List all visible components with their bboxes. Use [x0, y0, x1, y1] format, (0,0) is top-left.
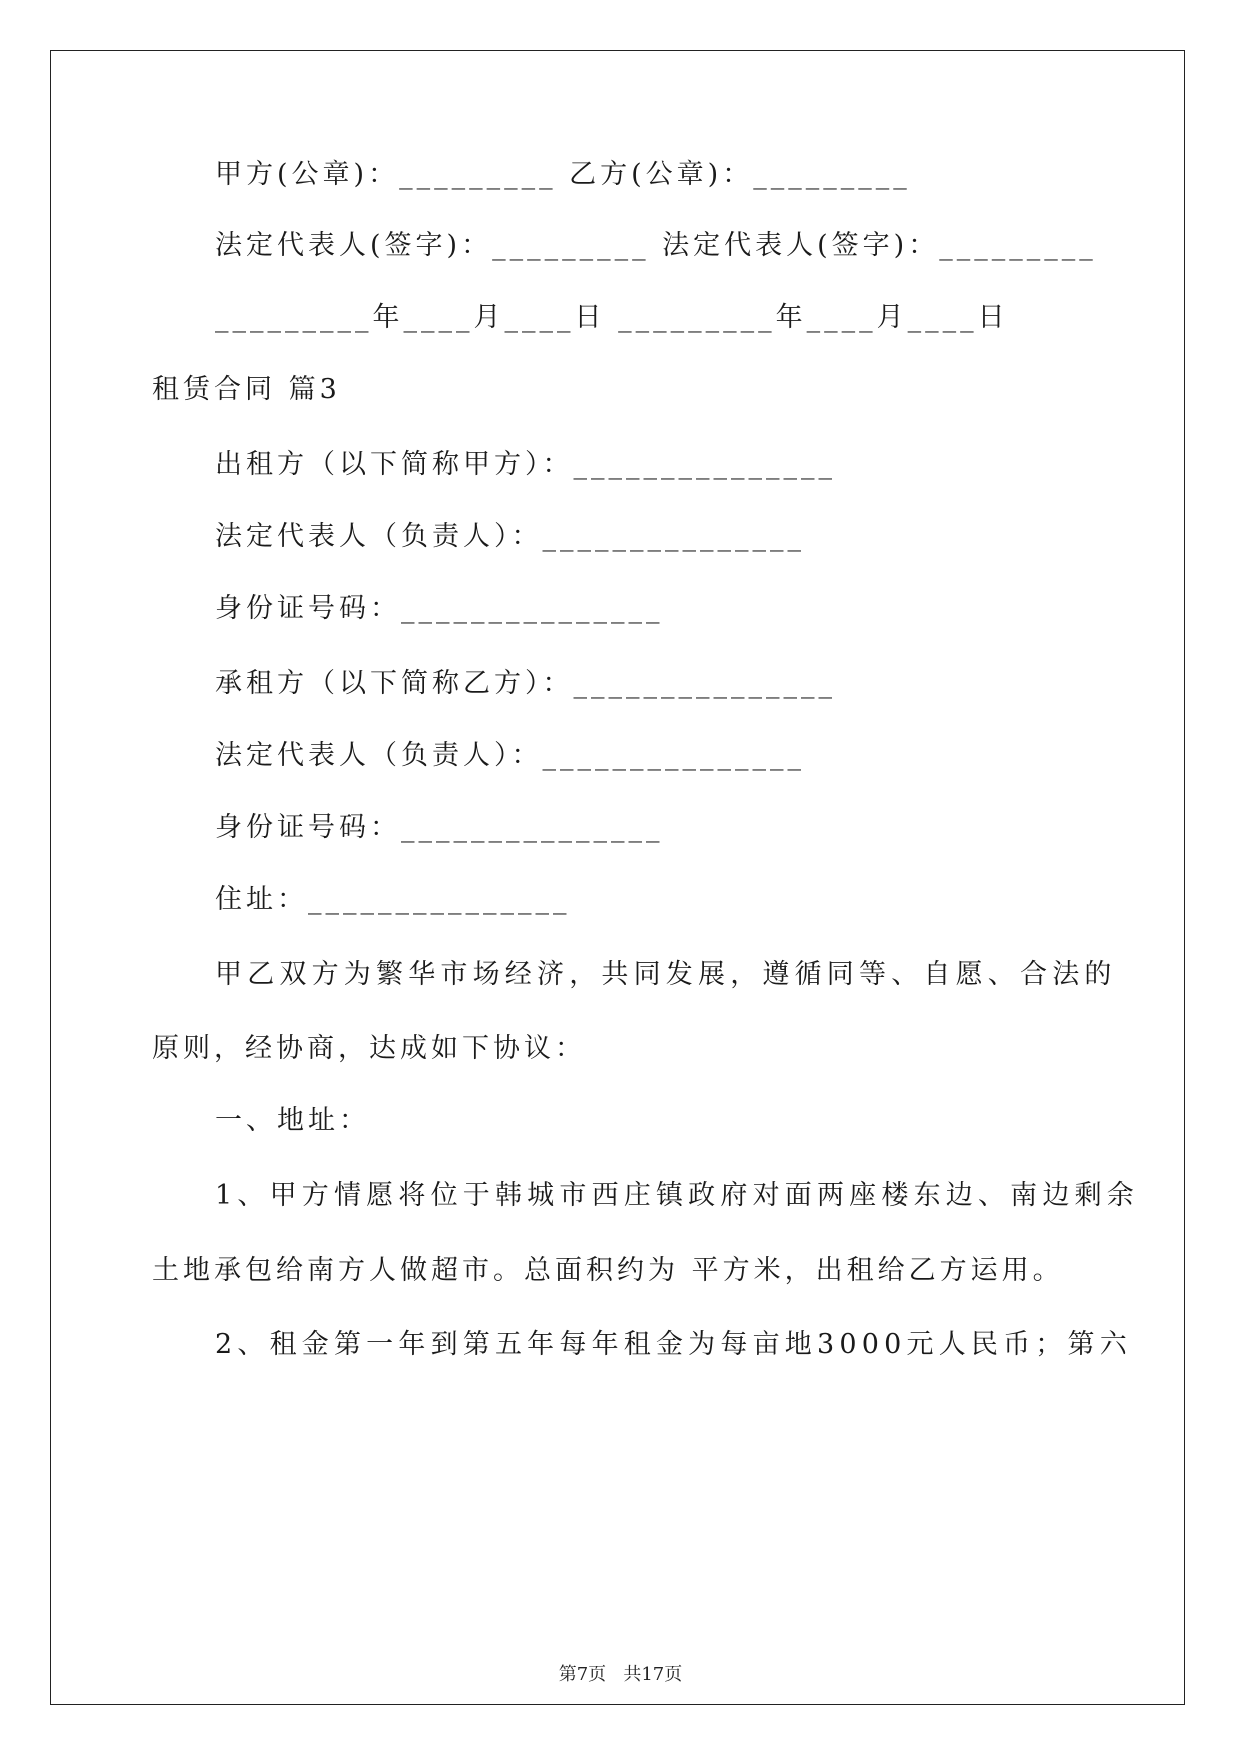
lessee-field: 承租方（以下简称乙方）：_______________: [215, 668, 836, 699]
section-title: 租赁合同 篇3: [152, 374, 341, 405]
lessee-representative-field: 法定代表人（负责人）：_______________: [215, 740, 805, 771]
lessor-field: 出租方（以下简称甲方）：_______________: [215, 449, 836, 480]
paragraph-intro-line-1: 甲乙双方为繁华市场经济，共同发展，遵循同等、自愿、合法的: [215, 959, 1117, 990]
page-number-footer: 第7页 共17页: [558, 1664, 683, 1685]
clause-1-line-2: 土地承包给南方人做超市。总面积约为 平方米，出租给乙方运用。: [152, 1255, 1064, 1286]
address-field: 住址：_______________: [215, 884, 571, 915]
clause-2-line-1: 2、租金第一年到第五年每年租金为每亩地3000元人民币；第六: [215, 1329, 1132, 1360]
lessor-id-field: 身份证号码：_______________: [215, 593, 664, 624]
clause-heading-address: 一、地址：: [215, 1105, 370, 1136]
clause-1-line-1: 1、甲方情愿将位于韩城市西庄镇政府对面两座楼东边、南边剩余: [215, 1180, 1139, 1211]
signature-line-seal: 甲方(公章)：_________ 乙方(公章)：_________: [215, 159, 911, 190]
signature-line-representative: 法定代表人(签字)：_________ 法定代表人(签字)：_________: [215, 230, 1097, 261]
page-border: [50, 50, 1185, 1705]
signature-date-line: _________年____月____日 _________年____月____日: [215, 302, 1009, 333]
lessee-id-field: 身份证号码：_______________: [215, 812, 664, 843]
lessor-representative-field: 法定代表人（负责人）：_______________: [215, 521, 805, 552]
paragraph-intro-line-2: 原则，经协商，达成如下协议：: [152, 1033, 586, 1064]
